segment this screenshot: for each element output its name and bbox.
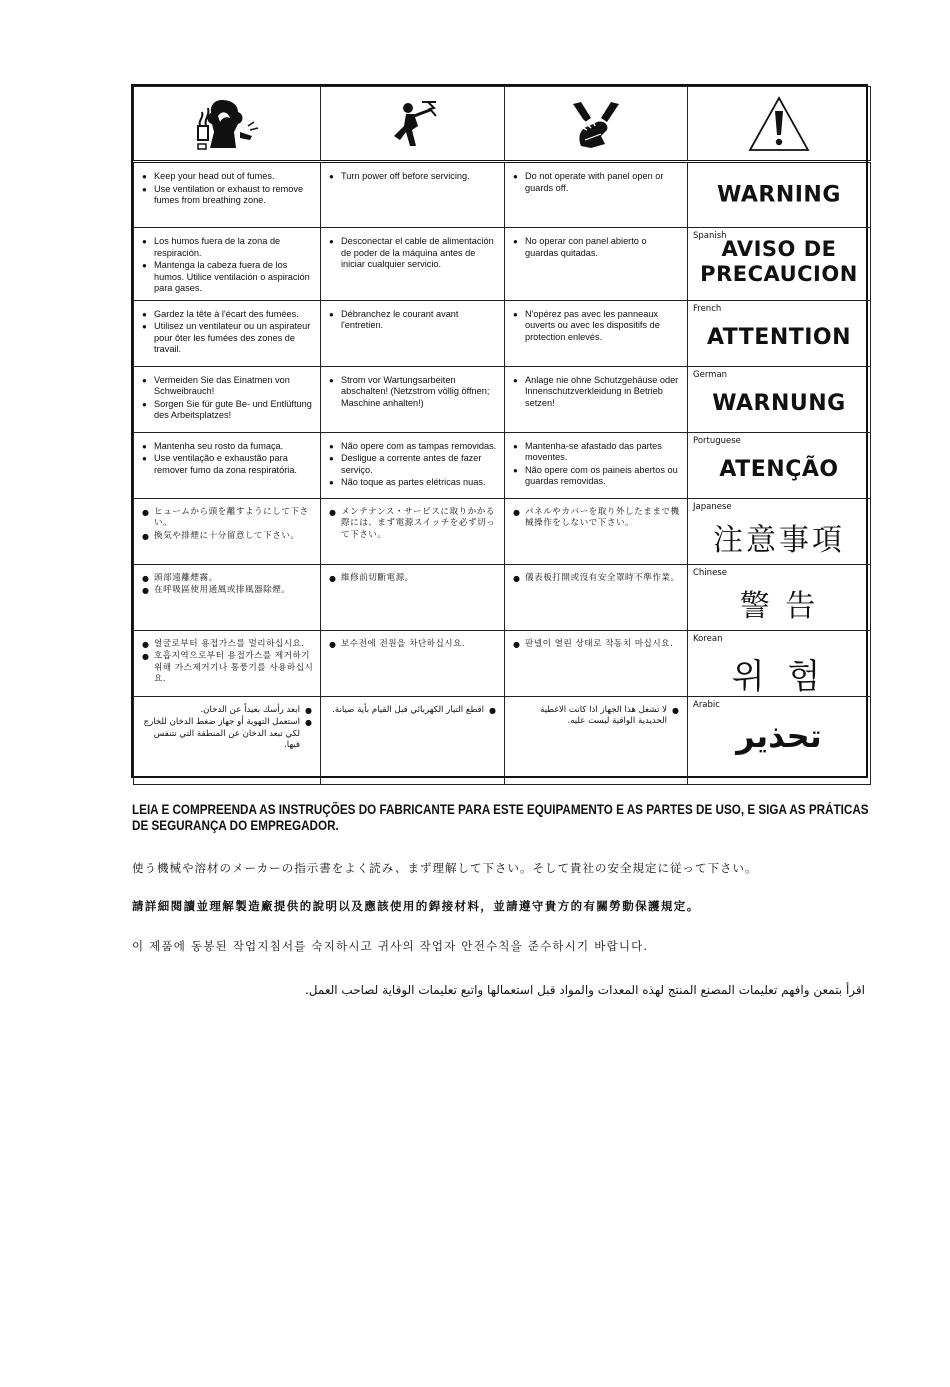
footer-japanese: 使う機械や溶材のメーカーの指示書をよく読み、まず理解して下さい。そして貴社の安全規定に従って下さい。: [132, 861, 758, 875]
language-label: Portuguese: [693, 435, 741, 446]
warning-word: تحذير: [736, 716, 822, 755]
fumes-text: ● Vermeiden Sie das Einatmen von Schweibrauch! ● Sorgen Sie für gute Be- und Entlüftung des Arbeitsplatzes!: [134, 367, 320, 427]
row-portuguese: [134, 432, 871, 498]
fumes-text: ● Mantenha seu rosto da fumaça. ● Use ventilação e exhaustão para remover fumo da zona respiratória.: [134, 433, 320, 482]
warning-word: WARNING: [717, 182, 841, 208]
icon-row: [134, 87, 871, 162]
warning-grid: [133, 86, 871, 785]
power-text: ● Strom vor Wartungsarbeiten abschalten! (Netzstrom völlig öffnen; Maschine anhalten!): [321, 367, 504, 415]
row-chinese: [134, 564, 871, 630]
row-spanish: [134, 228, 871, 301]
row-arabic: [134, 696, 871, 784]
warning-word: 注意事項: [713, 522, 845, 558]
row-japanese: [134, 498, 871, 564]
panel-text: ● Do not operate with panel open or guards off.: [505, 163, 687, 199]
panel-text: ● Anlage nie ohne Schutzgehäuse oder Innenschutzverkleidung in Betrieb setzen!: [505, 367, 687, 415]
warning-word: ATTENTION: [706, 324, 852, 350]
fumes-text: ● 얼굴로부터 용접가스를 멀리하십시요. ● 호흡지역으로부터 용접가스를 제거하기 위해 가스제거기나 통풍기를 사용하십시요.: [134, 631, 320, 691]
warning-word: WARNUNG: [712, 390, 846, 416]
language-label: German: [693, 369, 728, 380]
language-label: Chinese: [693, 567, 727, 578]
language-label: Japanese: [693, 501, 732, 512]
fumes-text: ● ヒュームから頭を離すようにして下さい。 ● 換気や排煙に十分留意して下さい。: [134, 499, 320, 548]
language-label: French: [693, 303, 722, 314]
panel-text: ● 판넬이 열린 상태로 작동치 마십시요.: [505, 631, 687, 656]
power-text: ● Débranchez le courant avant l'entretien.: [321, 301, 504, 337]
row-korean: [134, 630, 871, 696]
panel-text: ● لا تشغل هذا الجهاز اذا كانت الاغطية الحديدية الواقية ليست عليه.: [505, 697, 687, 733]
fumes-text: ● 頭部遠離煙霧。 ● 在呼吸區使用通風或排風器除煙。: [134, 565, 320, 602]
power-text: ● Turn power off before servicing.: [321, 163, 504, 188]
power-text: ● اقطع التيار الكهربائي قبل القيام بأية صيانة.: [321, 697, 504, 722]
row-english: [134, 162, 871, 228]
footer-korean: 이 제품에 동봉된 작업지침서를 숙지하시고 귀사의 작업자 안전수칙을 준수하시기 바랍니다.: [132, 939, 649, 953]
fume-inhalation-icon: [192, 96, 262, 152]
warning-word: AVISO DE PRECAUCION: [700, 237, 858, 286]
footer-arabic: اقرأ بتمعن وافهم تعليمات المصنع المنتج لهذه المعدات والمواد قبل استعمالها واتبع تعليمات الوقاية لصاحب العمل.: [304, 983, 865, 997]
power-text: ● 維修前切斷電源。: [321, 565, 504, 590]
panel-text: ● No operar con panel abierto o guardas quitadas.: [505, 228, 687, 264]
language-label: Arabic: [693, 699, 720, 710]
icon-cell-warning: [688, 87, 871, 162]
fumes-text: ● Gardez la tête à l'écart des fumées. ● Utilisez un ventilateur ou un aspirateur pour ôter les fumées des zones de travail.: [134, 301, 320, 361]
fumes-text: ● Keep your head out of fumes. ● Use ventilation or exhaust to remove fumes from breathing zone.: [134, 163, 320, 212]
warning-triangle-icon: [747, 95, 811, 153]
power-text: ● Desconectar el cable de alimentación de poder de la máquina antes de iniciar cualquier servicio.: [321, 228, 504, 276]
language-label: Spanish: [693, 231, 727, 241]
warning-word: 警 告: [739, 588, 819, 624]
footer-portuguese: LEIA E COMPREENDA AS INSTRUÇÕES DO FABRICANTE PARA ESTE EQUIPAMENTO E AS PARTES DE USO, E SIGA AS PRÁTICAS DE SEGURANÇA DO EMPREGADOR.: [132, 802, 869, 833]
panel-text: ● パネルやカバーを取り外したままで機械操作をしないで下さい。: [505, 499, 687, 535]
power-text: ● 보수전에 전원을 차단하십시요.: [321, 631, 504, 656]
panel-text: ● 儀表板打開或沒有安全罩時不準作業。: [505, 565, 687, 590]
row-german: [134, 366, 871, 432]
fumes-text: ● ابعد رأسك بعيداً عن الدخان. ● استعمل التهوية أو جهاز ضغط الدخان للخارج لكي تبعد الدخان عن المنطقة التي تتنفس فيها.: [134, 697, 320, 757]
warning-word: ATENÇÃO: [719, 456, 839, 482]
moving-parts-hand-icon: [561, 96, 631, 152]
icon-cell-shock: [321, 87, 505, 162]
panel-text: ● N'opérez pas avec les panneaux ouverts ou avec les dispositifs de protection enlevés.: [505, 301, 687, 349]
fumes-text: ● Los humos fuera de la zona de respiración. ● Mantenga la cabeza fuera de los humos. Utilice ventilación o aspiración para gases.: [134, 228, 320, 300]
warning-word: 위 험: [731, 656, 827, 697]
language-label: Korean: [693, 633, 723, 644]
footer-chinese: 請詳細閱讀並理解製造廠提供的說明以及應該使用的銲接材料，並請遵守貴方的有關勞動保護規定。: [132, 899, 700, 913]
panel-text: ● Mantenha-se afastado das partes moventes. ● Não opere com os paineis abertos ou guardas removidas.: [505, 433, 687, 493]
safety-warning-table: [131, 84, 868, 778]
icon-cell-hand: [505, 87, 688, 162]
power-text: ● メンテナンス・サービスに取りかかる際には、まず電源スイッチを必ず切って下さい。: [321, 499, 504, 547]
electric-shock-icon: [378, 96, 448, 152]
power-text: ● Não opere com as tampas removidas. ● Desligue a corrente antes de fazer serviço. ● Não toque as partes elétricas nuas.: [321, 433, 504, 494]
icon-cell-fumes: [134, 87, 321, 162]
row-french: [134, 300, 871, 366]
